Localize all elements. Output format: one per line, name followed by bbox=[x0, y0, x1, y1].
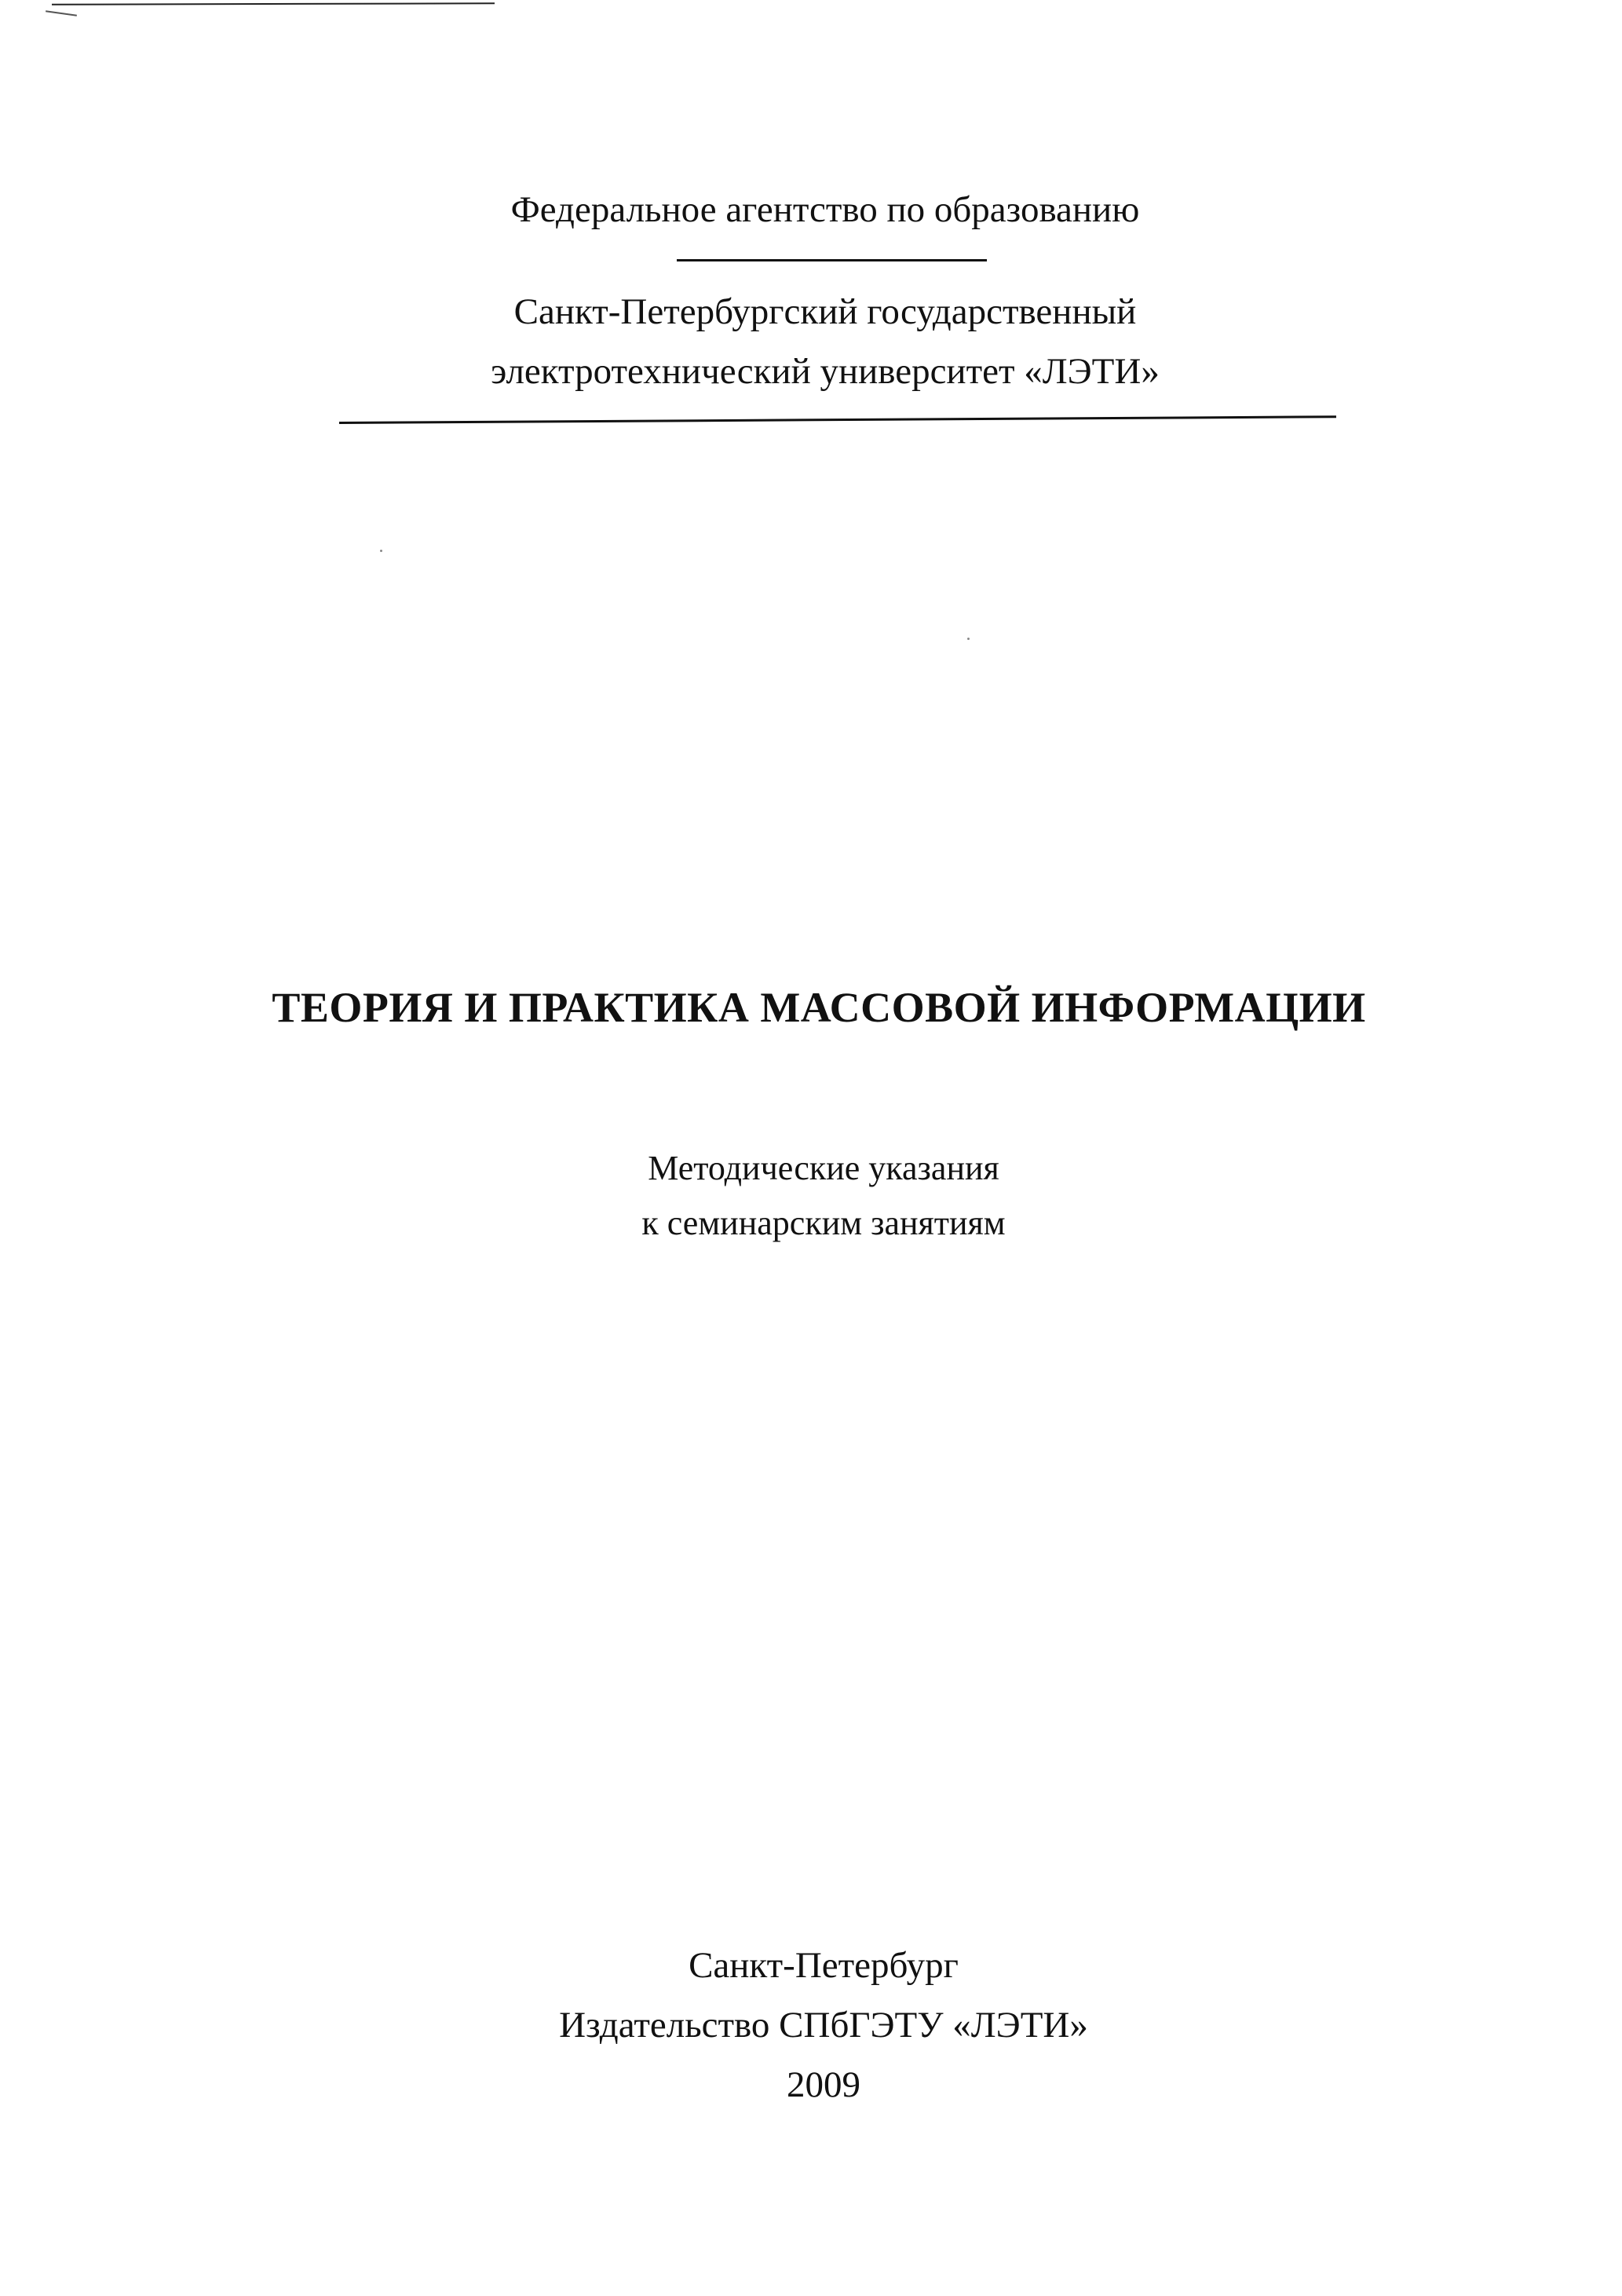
scan-artifact-line bbox=[52, 2, 495, 5]
divider-long bbox=[339, 415, 1336, 424]
scan-speck bbox=[380, 550, 382, 552]
publisher-name: Издательство СПбГЭТУ «ЛЭТИ» bbox=[559, 2005, 1088, 2046]
agency-name: Федеральное агентство по образованию bbox=[510, 189, 1140, 230]
publication-city: Санкт-Петербург bbox=[689, 1945, 959, 1986]
scan-artifact-mark bbox=[46, 10, 77, 16]
scan-speck bbox=[967, 638, 970, 640]
document-subtitle-line1: Методические указания bbox=[648, 1149, 999, 1187]
university-name-line1: Санкт-Петербургский государственный bbox=[513, 291, 1137, 332]
divider-short bbox=[677, 259, 987, 261]
document-title: ТЕОРИЯ И ПРАКТИКА МАССОВОЙ ИНФОРМАЦИИ bbox=[272, 984, 1366, 1031]
university-name-line2: электротехнический университет «ЛЭТИ» bbox=[491, 351, 1160, 392]
publication-year: 2009 bbox=[787, 2064, 860, 2105]
document-subtitle-line2: к семинарским занятиям bbox=[641, 1204, 1006, 1242]
